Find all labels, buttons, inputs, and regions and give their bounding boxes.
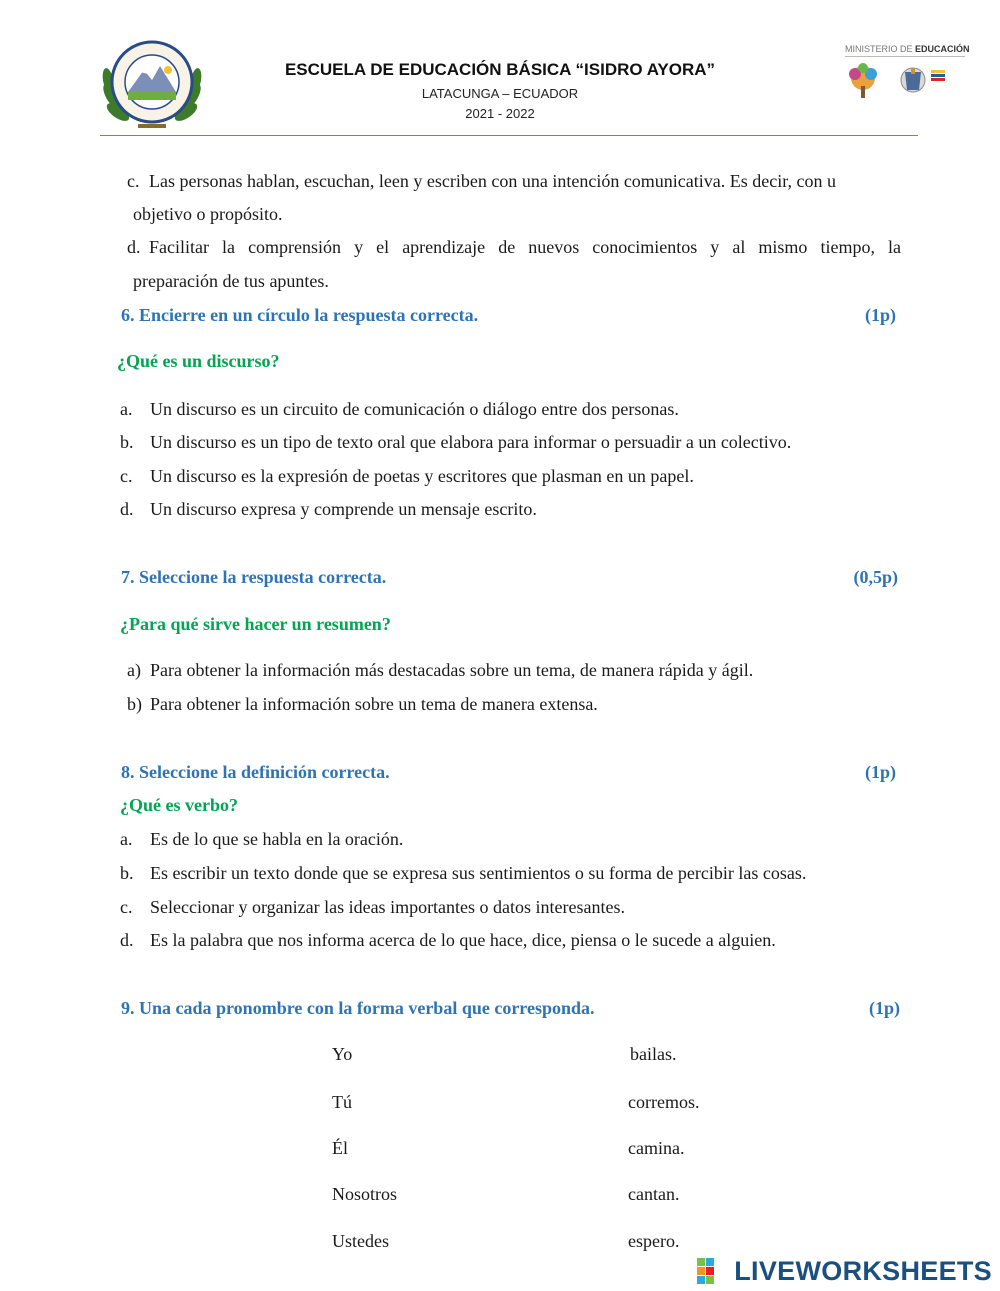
option-marker: a. [120,399,133,419]
school-name: ESCUELA DE EDUCACIÓN BÁSICA “ISIDRO AYORA” [284,60,716,79]
option-text: Seleccionar y organizar las ideas importantes o datos interesantes. [150,897,626,917]
option-marker: d. [120,499,134,519]
verb-bailas[interactable]: bailas. [630,1044,677,1064]
ecuador-coat-of-arms-icon [901,68,925,92]
option-text: Un discurso es la expresión de poetas y escritores que plasman en un papel. [150,466,694,486]
question-7-title: 7. Seleccione la respuesta correcta. [121,567,387,587]
question-8-prompt: ¿Qué es verbo? [120,795,238,815]
option-marker: a) [127,660,141,680]
ministry-logo [845,44,970,114]
question-9-title: 9. Una cada pronombre con la forma verbal que corresponda. [121,998,595,1018]
q6-option-b[interactable] [120,431,791,453]
school-year: 2021 - 2022 [465,106,535,121]
option-marker: a. [120,829,133,849]
item-marker: d. [127,237,141,257]
continuation-item-c-cont: objetivo o propósito. [133,204,283,224]
option-text: Es de lo que se habla en la oración. [150,829,404,849]
option-marker: c. [120,466,133,486]
option-marker: b) [127,694,142,714]
education-tree-icon [849,63,877,98]
item-text: Las personas hablan, escuchan, leen y escriben con una intención comunicativa. Es decir, con u [149,171,837,191]
verb-corremos[interactable]: corremos. [628,1092,700,1112]
ministry-label-bold: EDUCACIÓN [915,44,970,54]
question-7-prompt: ¿Para qué sirve hacer un resumen? [120,614,391,634]
option-text: Un discurso es un circuito de comunicación o diálogo entre dos personas. [150,399,679,419]
ministry-label-prefix: MINISTERIO DE [845,44,916,54]
question-7-points: (0,5p) [853,567,898,587]
pronoun-yo[interactable]: Yo [332,1044,353,1064]
q6-option-a[interactable] [120,398,679,420]
verb-camina[interactable]: camina. [628,1138,685,1158]
pronoun-nosotros[interactable]: Nosotros [332,1184,398,1204]
school-city: LATACUNGA – ECUADOR [421,86,579,101]
question-8-title: 8. Seleccione la definición correcta. [121,762,390,782]
question-6-points: (1p) [865,305,896,325]
gobierno-de-todos-icon [931,70,945,81]
q6-option-d[interactable] [120,498,537,520]
continuation-item-d [127,236,901,258]
option-text: Para obtener la información más destacadas sobre un tema, de manera rápida y ágil. [150,660,754,680]
header-rule [100,135,918,136]
q7-option-b[interactable] [127,693,598,715]
q6-option-c[interactable] [120,465,694,487]
question-9-points: (1p) [869,998,900,1018]
liveworksheets-watermark: LIVEWORKSHEETS [734,1256,992,1286]
verb-espero[interactable]: espero. [628,1231,680,1251]
q8-option-d[interactable] [120,929,776,951]
item-text: Facilitar la comprensión y el aprendizaje de nuevos conocimientos y al mismo tiempo, la [149,237,901,257]
q8-option-a[interactable] [120,828,403,850]
liveworksheets-logo-icon [697,1258,723,1284]
option-text: Es la palabra que nos informa acerca de lo que hace, dice, piensa o le sucede a alguien. [150,930,776,950]
pronoun-el[interactable]: Él [332,1138,348,1158]
continuation-item-d-cont: preparación de tus apuntes. [133,271,329,291]
pronoun-ustedes[interactable]: Ustedes [332,1231,389,1251]
verb-cantan[interactable]: cantan. [628,1184,680,1204]
q7-option-a[interactable] [127,659,753,681]
option-text: Para obtener la información sobre un tema de manera extensa. [150,694,598,714]
option-text: Un discurso expresa y comprende un mensaje escrito. [150,499,537,519]
item-marker: c. [127,171,140,191]
option-marker: c. [120,897,133,917]
option-text: Es escribir un texto donde que se expresa sus sentimientos o su forma de percibir las cosas. [150,863,807,883]
option-text: Un discurso es un tipo de texto oral que elabora para informar o persuadir a un colectivo. [150,432,792,452]
continuation-item-c [127,170,901,192]
pronoun-tu[interactable]: Tú [332,1092,352,1112]
question-8-points: (1p) [865,762,896,782]
question-6-prompt: ¿Qué es un discurso? [117,351,280,371]
question-6-title: 6. Encierre en un círculo la respuesta correcta. [121,305,479,325]
option-marker: d. [120,930,134,950]
q8-option-b[interactable] [120,862,806,884]
option-marker: b. [120,863,134,883]
option-marker: b. [120,432,134,452]
q8-option-c[interactable] [120,896,625,918]
